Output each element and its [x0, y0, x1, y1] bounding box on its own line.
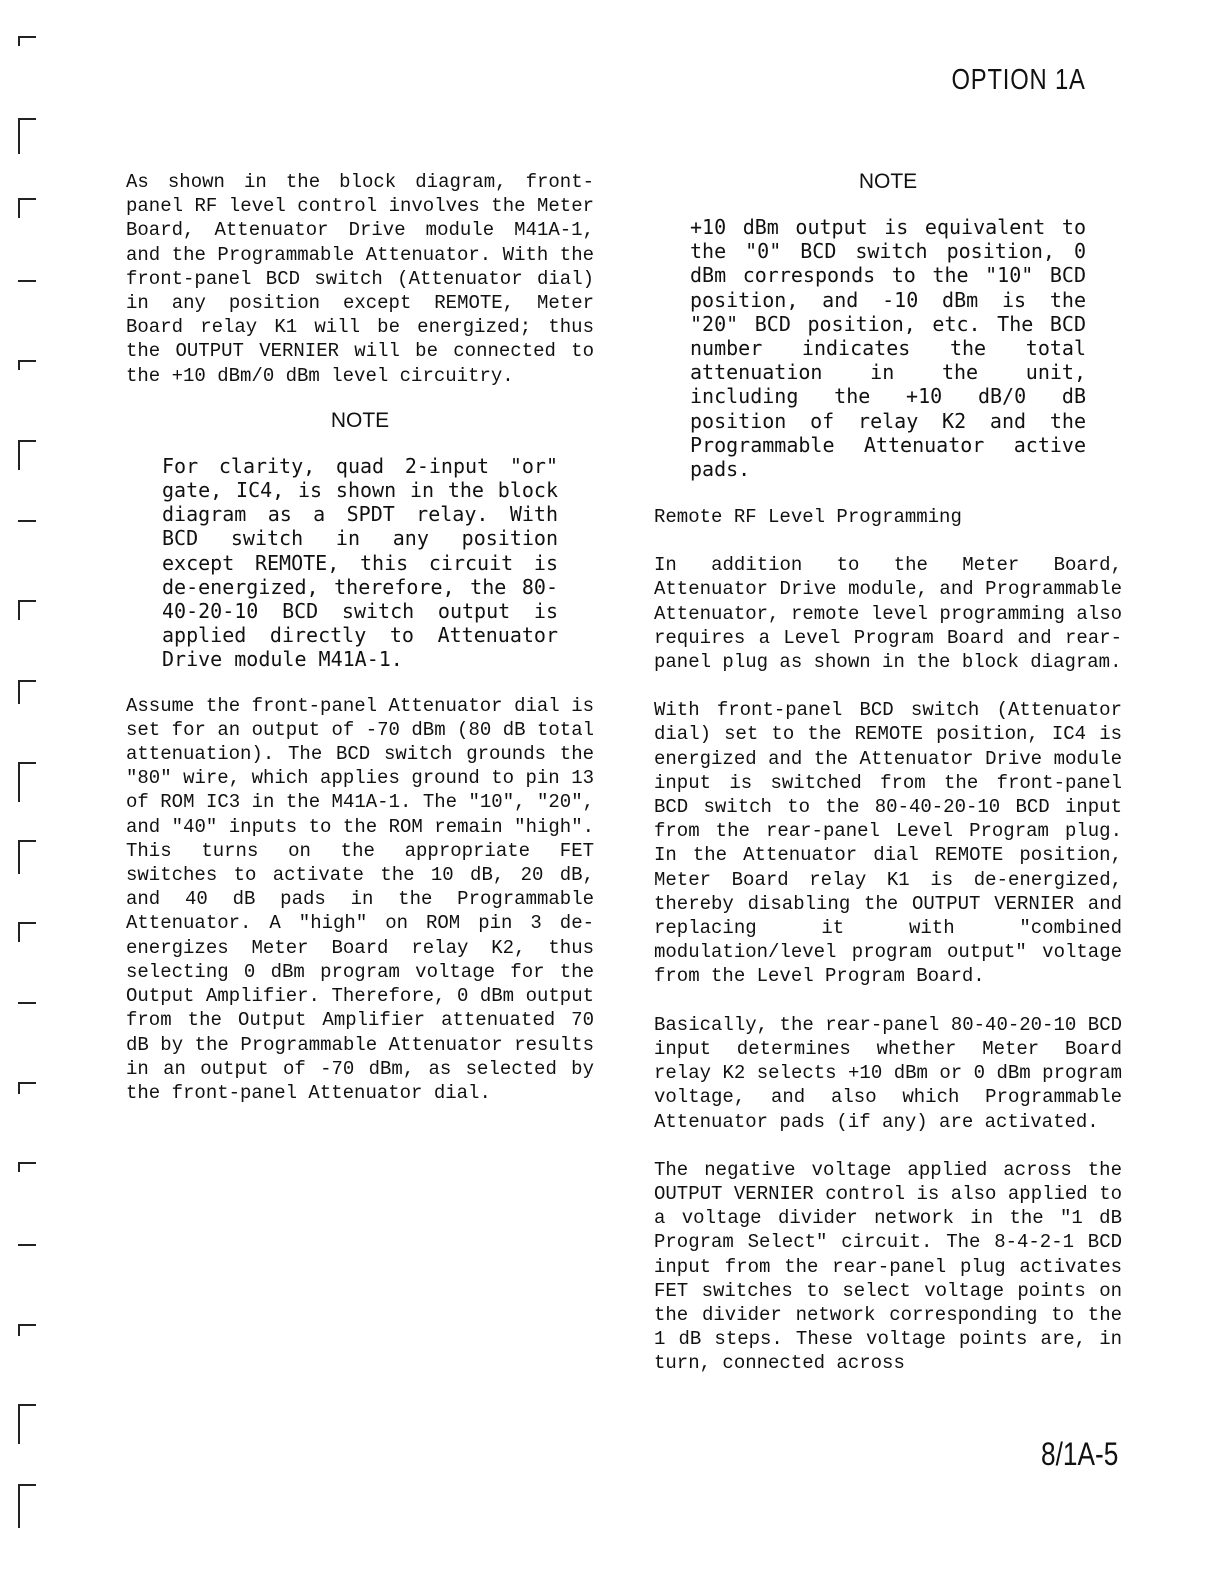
body-paragraph: As shown in the block diagram, front-panel RF level control involves the Meter Board, Attenuator Drive module M41A-1, and the Programmable Attenuator. With the front-panel BCD switch (Attenuator dial) in any position except REMOTE, Meter Board relay K1 will be energized; thus the OUTPUT VERNIER will be connected to the +10 dBm/0 dBm level circuitry. [126, 171, 594, 387]
note-heading: NOTE [330, 408, 390, 432]
left-column [126, 170, 594, 1105]
section-heading: Remote RF Level Programming [654, 506, 962, 529]
note-body: For clarity, quad 2-input "or" gate, IC4, is shown in the block diagram as a SPDT relay. With BCD switch in any position except REMOTE, this circuit is de-energized, therefore, the 80-40-20-10 BCD switch output is applied directly to Attenuator Drive module M41A-1. [162, 453, 558, 672]
body-paragraph: With front-panel BCD switch (Attenuator dial) set to the REMOTE position, IC4 is energized and the Attenuator Drive module input is switched from the front-panel BCD switch to the 80-40-20-10 BCD input from the rear-panel Level Program plug. In the Attenuator dial REMOTE position, Meter Board relay K1 is de-energized, thereby disabling the OUTPUT VERNIER and replacing it with "combined modulation/level program output" voltage from the Level Program Board. [654, 699, 1122, 988]
page-number: 8/1A-5 [1040, 1436, 1118, 1472]
right-column [654, 170, 1122, 1376]
body-paragraph: Assume the front-panel Attenuator dial is set for an output of -70 dBm (80 dB total attenuation). The BCD switch grounds the "80" wire, which applies ground to pin 13 of ROM IC3 in the M41A-1. The "10", "20", and "40" inputs to the ROM remain "high". This turns on the appropriate FET switches to activate the 10 dB, 20 dB, and 40 dB pads in the Programmable Attenuator. A "high" on ROM pin 3 de-energizes Meter Board relay K2, thus selecting 0 dBm program voltage for the Output Amplifier. Therefore, 0 dBm output from the Output Amplifier attenuated 70 dB by the Programmable Attenuator results in an output of -70 dBm, as selected by the front-panel Attenuator dial. [126, 694, 594, 1104]
note-heading: NOTE [858, 170, 918, 193]
page-header-title: OPTION 1A [951, 64, 1086, 96]
body-paragraph: Basically, the rear-panel 80-40-20-10 BCD input determines whether Meter Board relay K2 selects +10 dBm or 0 dBm program voltage, and also which Programmable Attenuator pads (if any) are activated. [654, 1013, 1122, 1133]
note-body: +10 dBm output is equivalent to the "0" BCD switch position, 0 dBm corresponds to the "10" BCD position, and -10 dBm is the "20" BCD position, etc. The BCD number indicates the total attenuation in the unit, including the +10 dB/0 dB position of relay K2 and the Programmable Attenuator active pads. [690, 215, 1086, 482]
binding-margin-marks [0, 0, 60, 1580]
body-paragraph: In addition to the Meter Board, Attenuator Drive module, and Programmable Attenuator, remote level programming also requires a Level Program Board and rear-panel plug as shown in the block diagram. [654, 554, 1122, 674]
body-paragraph: The negative voltage applied across the OUTPUT VERNIER control is also applied to a voltage divider network in the "1 dB Program Select" circuit. The 8-4-2-1 BCD input from the rear-panel plug activates FET switches to select voltage points on the divider network corresponding to the 1 dB steps. These voltage points are, in turn, connected across [654, 1158, 1122, 1375]
